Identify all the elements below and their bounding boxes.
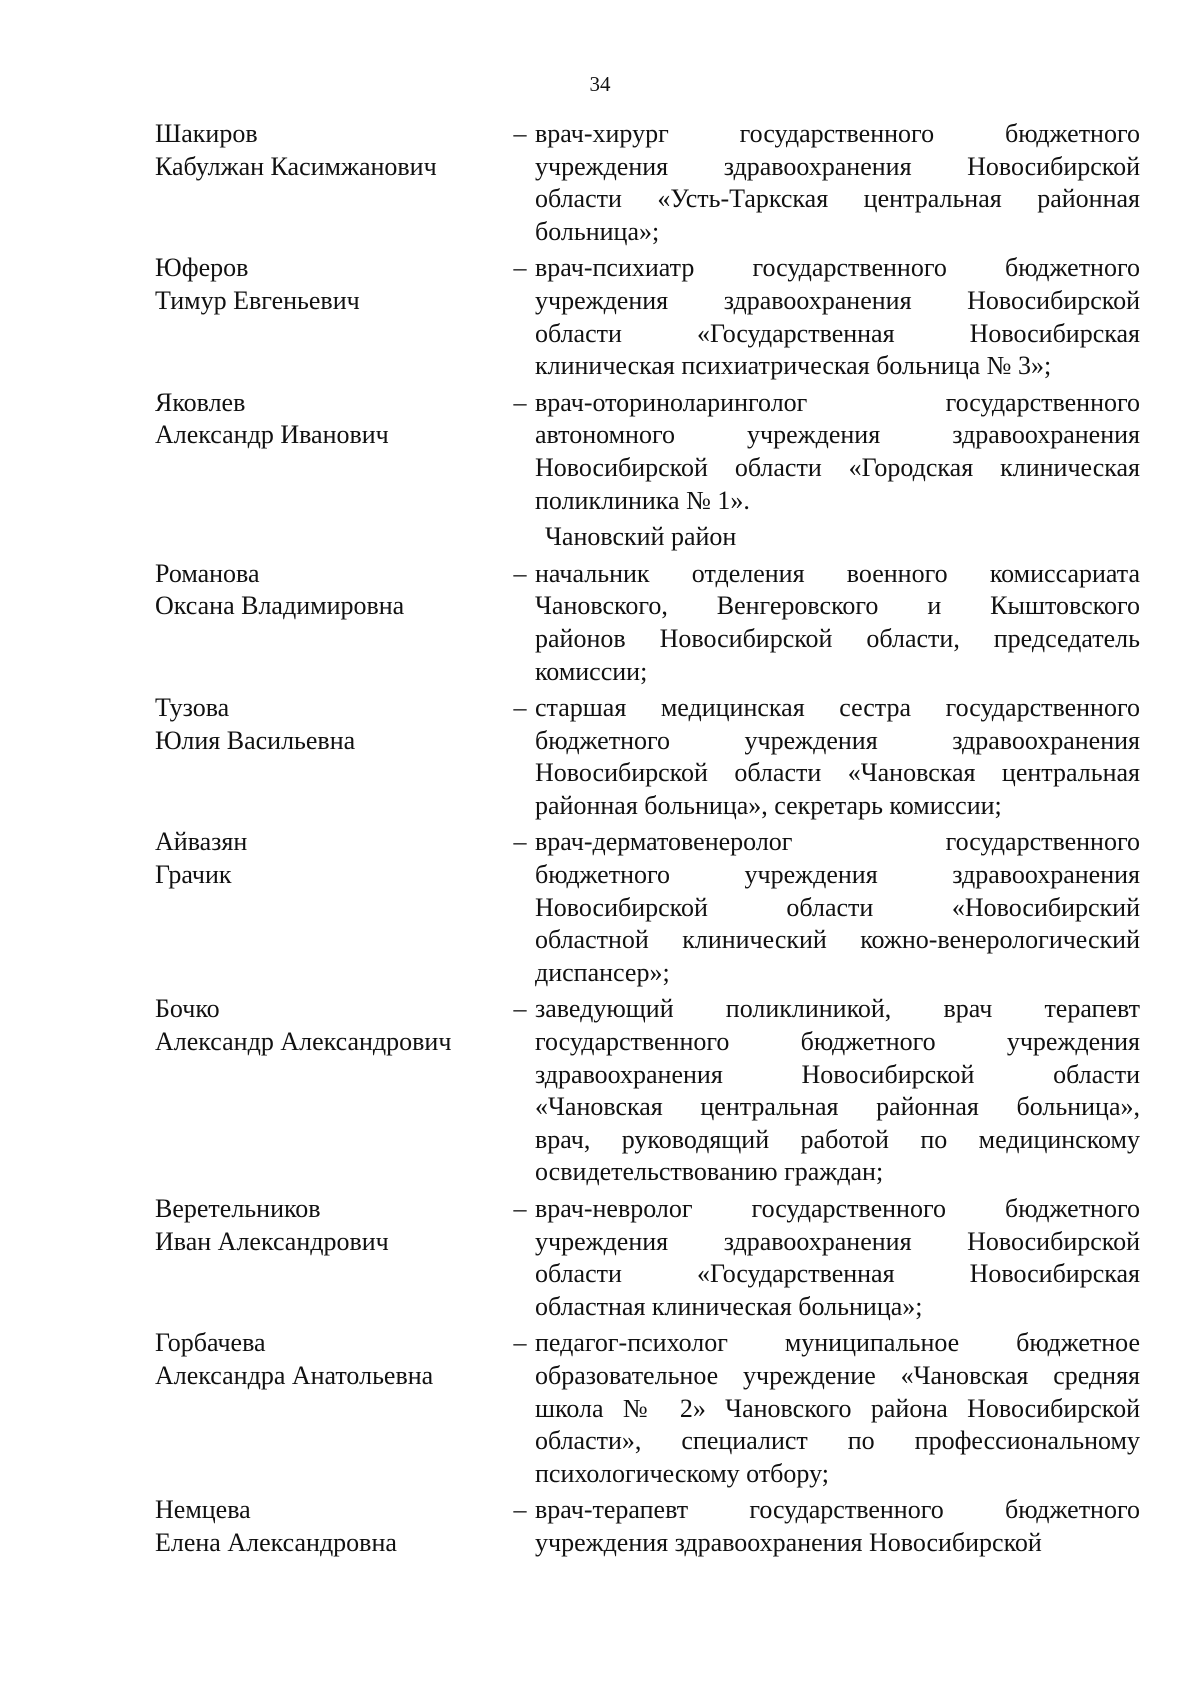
member-given-names: Иван Александрович: [155, 1226, 389, 1256]
member-entry: [155, 1193, 1140, 1323]
member-entry: [155, 252, 1140, 382]
position-line: поликлиника № 1».: [535, 485, 750, 515]
member-surname: Бочко: [155, 994, 220, 1024]
position-line: Новосибирской области «Чановская центральная: [535, 758, 1140, 788]
position-line: психологическому отбору;: [535, 1458, 829, 1488]
member-given-names: Александр Александрович: [155, 1027, 452, 1057]
entries-group-2: [155, 558, 1140, 1560]
member-position: [535, 826, 1140, 989]
position-line: врач-дерматовенеролог государственного: [535, 827, 1140, 857]
member-surname: Немцева: [155, 1495, 251, 1525]
position-line: начальник отделения военного комиссариата: [535, 558, 1140, 588]
position-line: Новосибирской области «Городская клиническая: [535, 452, 1140, 482]
position-line: заведующий поликлиникой, врач терапевт: [535, 994, 1140, 1024]
member-given-names: Тимур Евгеньевич: [155, 285, 360, 315]
member-name: [155, 118, 505, 248]
member-position: [535, 558, 1140, 688]
position-line: образовательное учреждение «Чановская средняя: [535, 1360, 1140, 1390]
position-line: диспансер»;: [535, 957, 670, 987]
member-entry: [155, 1327, 1140, 1490]
member-position: [535, 993, 1140, 1189]
member-entry: [155, 826, 1140, 989]
member-surname: Романова: [155, 558, 260, 588]
position-line: областной клинический кожно-венерологический: [535, 925, 1140, 955]
member-name: [155, 1327, 505, 1490]
member-surname: Шакиров: [155, 119, 258, 148]
dash-separator: –: [513, 994, 527, 1024]
member-name: [155, 387, 505, 517]
member-surname: Горбачева: [155, 1328, 266, 1358]
position-line: клиническая психиатрическая больница № 3»;: [535, 351, 1052, 381]
member-given-names: Грачик: [155, 860, 232, 890]
position-line: учреждения здравоохранения Новосибирской: [535, 285, 1140, 315]
position-line: бюджетного учреждения здравоохранения: [535, 725, 1140, 755]
member-position: [535, 692, 1140, 822]
position-line: области», специалист по профессиональному: [535, 1426, 1140, 1456]
member-name: [155, 826, 505, 989]
member-position: [535, 387, 1140, 517]
position-line: районная больница», секретарь комиссии;: [535, 790, 1002, 820]
member-name: [155, 1494, 505, 1559]
position-line: районов Новосибирской области, председатель: [535, 623, 1140, 653]
member-given-names: Александр Иванович: [155, 420, 389, 450]
dash-separator: –: [513, 253, 527, 283]
position-line: больница»;: [535, 216, 660, 246]
position-line: врач-невролог государственного бюджетного: [535, 1194, 1140, 1223]
dash-separator: –: [513, 693, 527, 723]
position-line: области «Усть-Таркская центральная районная: [535, 184, 1140, 214]
member-name: [155, 692, 505, 822]
dash-separator: –: [513, 119, 527, 148]
member-entry: [155, 1494, 1140, 1559]
position-line: врач-хирург государственного бюджетного: [535, 119, 1140, 148]
position-line: Чановского, Венгеровского и Кыштовского: [535, 591, 1140, 621]
position-line: старшая медицинская сестра государственного: [535, 693, 1140, 723]
dash-separator: –: [513, 827, 527, 857]
position-line: комиссии;: [535, 656, 648, 686]
member-given-names: Кабулжан Касимжанович: [155, 151, 437, 181]
position-line: педагог-психолог муниципальное бюджетное: [535, 1328, 1140, 1358]
member-entry: [155, 558, 1140, 688]
position-line: учреждения здравоохранения Новосибирской: [535, 1527, 1042, 1557]
position-line: области «Государственная Новосибирская: [535, 1259, 1140, 1289]
dash-separator: –: [513, 1328, 527, 1358]
dash-separator: –: [513, 1194, 527, 1223]
member-entry: [155, 993, 1140, 1189]
member-position: [535, 252, 1140, 382]
position-line: школа № 2» Чановского района Новосибирской: [535, 1393, 1140, 1423]
member-name: [155, 252, 505, 382]
dash-separator: –: [513, 1495, 527, 1525]
page-number: 34: [589, 72, 611, 96]
position-line: здравоохранения Новосибирской области: [535, 1059, 1140, 1089]
member-name: [155, 558, 505, 688]
document-body: [155, 118, 1140, 1564]
position-line: Новосибирской области «Новосибирский: [535, 892, 1140, 922]
entries-group-1: [155, 118, 1140, 517]
position-line: врач-психиатр государственного бюджетного: [535, 253, 1140, 283]
member-position: [535, 118, 1140, 248]
member-name: [155, 1193, 505, 1323]
position-line: области «Государственная Новосибирская: [535, 318, 1140, 348]
dash-separator: –: [513, 558, 527, 588]
member-given-names: Елена Александровна: [155, 1527, 397, 1557]
position-line: врач-оториноларинголог государственного: [535, 387, 1140, 417]
position-line: учреждения здравоохранения Новосибирской: [535, 151, 1140, 181]
position-line: государственного бюджетного учреждения: [535, 1027, 1140, 1057]
position-line: учреждения здравоохранения Новосибирской: [535, 1226, 1140, 1256]
member-given-names: Юлия Васильевна: [155, 725, 356, 755]
member-entry: [155, 387, 1140, 517]
member-position: [535, 1193, 1140, 1323]
position-line: автономного учреждения здравоохранения: [535, 420, 1140, 450]
member-surname: Веретельников: [155, 1194, 321, 1223]
position-line: врач, руководящий работой по медицинскому: [535, 1124, 1140, 1154]
dash-separator: –: [513, 387, 527, 417]
member-position: [535, 1494, 1140, 1559]
position-line: областная клиническая больница»;: [535, 1291, 923, 1321]
position-line: врач-терапевт государственного бюджетного: [535, 1495, 1140, 1525]
position-line: бюджетного учреждения здравоохранения: [535, 860, 1140, 890]
position-line: освидетельствованию граждан;: [535, 1157, 884, 1187]
member-given-names: Оксана Владимировна: [155, 591, 405, 621]
member-surname: Юферов: [155, 253, 249, 283]
member-given-names: Александра Анатольевна: [155, 1360, 434, 1390]
member-name: [155, 993, 505, 1189]
member-entry: [155, 118, 1140, 248]
section-title: Чановский район: [545, 522, 737, 552]
member-entry: [155, 692, 1140, 822]
member-position: [535, 1327, 1140, 1490]
member-surname: Яковлев: [155, 387, 246, 417]
member-surname: Айвазян: [155, 827, 248, 857]
member-surname: Тузова: [155, 693, 230, 723]
position-line: «Чановская центральная районная больница»,: [535, 1092, 1140, 1122]
